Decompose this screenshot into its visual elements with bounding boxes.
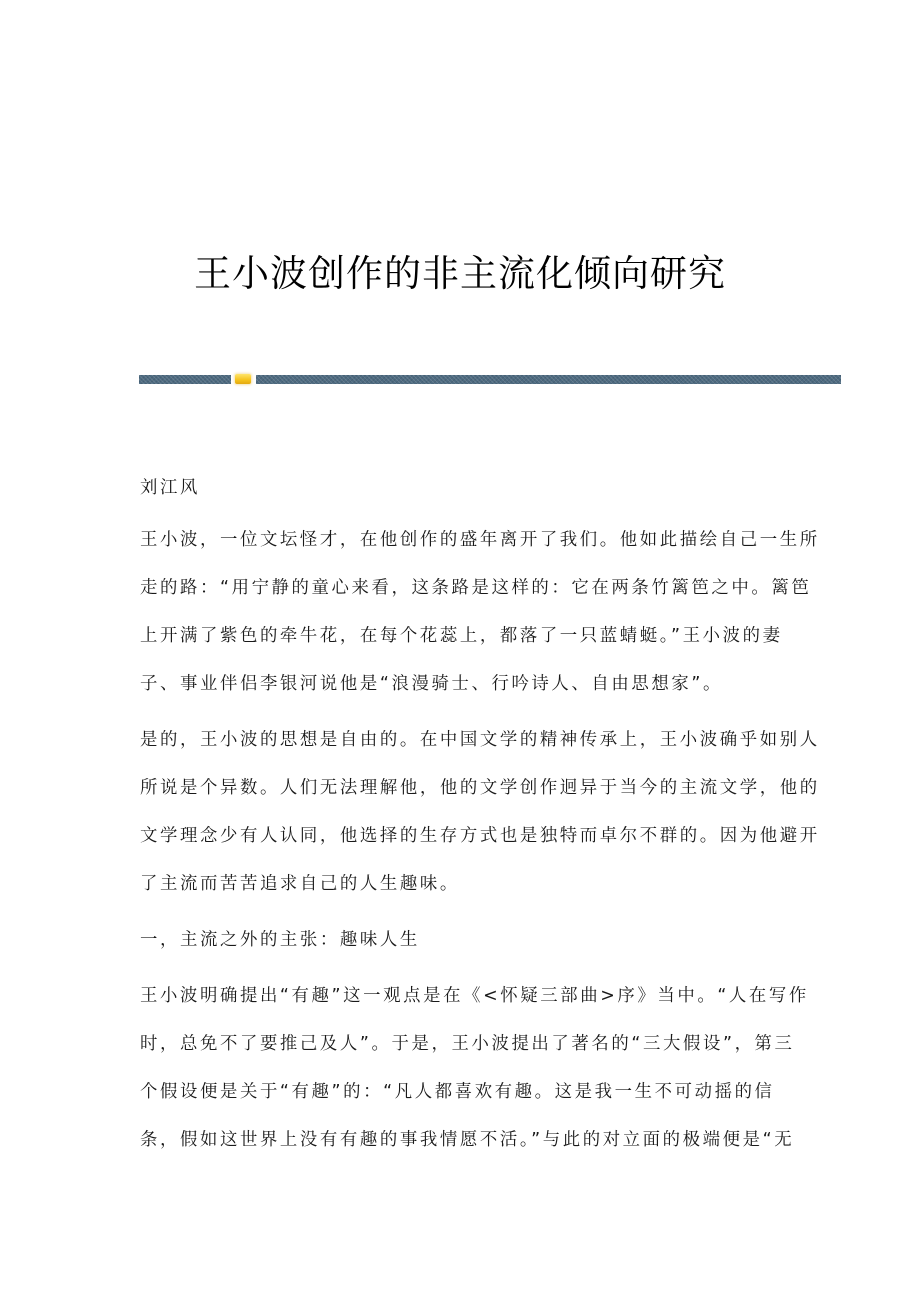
section-heading-text: 一，主流之外的主张：趣味人生	[140, 930, 420, 950]
text-line: 所说是个异数。人们无法理解他，他的文学创作迥异于当今的主流文学，他的	[140, 778, 820, 798]
document-title: 王小波创作的非主流化倾向研究	[194, 251, 726, 295]
text-line: 子、事业伴侣李银河说他是“浪漫骑士、行吟诗人、自由思想家”。	[140, 674, 723, 694]
author-name: 刘江风	[140, 478, 200, 498]
divider-left-segment	[139, 375, 231, 384]
divider-right-segment	[256, 375, 841, 384]
text-line: 时，总免不了要推己及人”。于是，王小波提出了著名的“三大假设”，第三	[140, 1034, 795, 1054]
text-line: 是的，王小波的思想是自由的。在中国文学的精神传承上，王小波确乎如别人	[140, 730, 820, 750]
text-line: 文学理念少有人认同，他选择的生存方式也是独特而卓尔不群的。因为他避开	[140, 826, 820, 846]
text-line: 了主流而苦苦追求自己的人生趣味。	[140, 874, 460, 894]
text-line: 王小波，一位文坛怪才，在他创作的盛年离开了我们。他如此描绘自己一生所	[140, 530, 820, 550]
divider-ornament-icon	[235, 374, 251, 384]
title-divider	[139, 375, 841, 384]
text-line: 走的路：“用宁静的童心来看，这条路是这样的：它在两条竹篱笆之中。篱笆	[140, 578, 812, 598]
text-line: 上开满了紫色的牵牛花，在每个花蕊上，都落了一只蓝蜻蜓。”王小波的妻	[140, 626, 783, 646]
text-line: 王小波明确提出“有趣”这一观点是在《<怀疑三部曲>序》当中。“人在写作	[140, 986, 809, 1006]
text-line: 个假设便是关于“有趣”的：“凡人都喜欢有趣。这是我一生不可动摇的信	[140, 1082, 775, 1102]
text-line: 条，假如这世界上没有有趣的事我情愿不活。”与此的对立面的极端便是“无	[140, 1130, 795, 1150]
